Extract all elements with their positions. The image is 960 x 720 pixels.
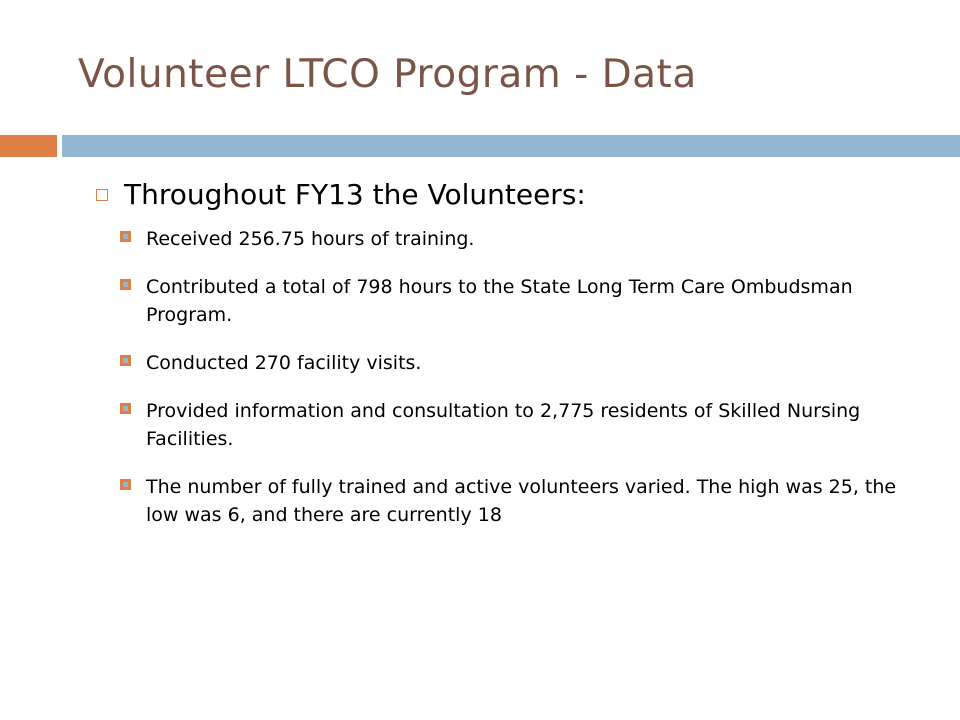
sub-bullet-list [96,225,926,529]
square-bullet-icon [120,479,131,490]
list-item [120,225,926,253]
list-item [120,473,926,529]
list-item [120,397,926,453]
list-item-text: Received 256.75 hours of training. [146,228,475,250]
list-item-text: Contributed a total of 798 hours to the State Long Term Care Ombudsman Program. [146,276,853,326]
slide-content [96,178,926,549]
list-item-text: Conducted 270 facility visits. [146,352,422,374]
square-bullet-icon [120,403,131,414]
square-bullet-icon [120,231,131,242]
list-item-text: The number of fully trained and active volunteers varied. The high was 25, the low was 6, and there are currently 18 [146,476,897,526]
list-item [120,273,926,329]
list-item-text: Provided information and consultation to 2,775 residents of Skilled Nursing Facilities. [146,400,861,450]
accent-bar-blue [62,135,960,157]
main-bullet-text: Throughout FY13 the Volunteers: [124,178,586,211]
accent-bar-orange [0,135,57,157]
square-bullet-icon [120,355,131,366]
slide-title: Volunteer LTCO Program - Data [78,52,697,97]
main-bullet [96,178,926,211]
hollow-square-bullet-icon [96,189,108,201]
list-item [120,349,926,377]
square-bullet-icon [120,279,131,290]
